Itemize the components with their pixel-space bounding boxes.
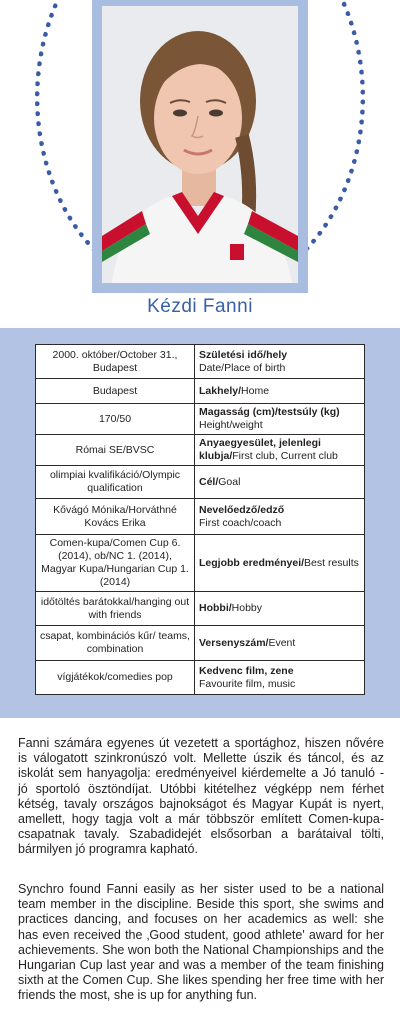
table-row	[36, 379, 365, 404]
row-label-bold: Hobbi/	[199, 602, 232, 614]
profile-table	[35, 344, 365, 695]
row-value: Kővágó Mónika/Horváthné Kovács Erika	[36, 499, 195, 535]
row-label	[195, 535, 365, 592]
row-label-translation: Event	[268, 636, 296, 649]
row-label-translation: First club, Current club	[232, 450, 338, 462]
row-value: időtöltés barátokkal/hanging out with friends	[36, 592, 195, 626]
row-label	[195, 466, 365, 499]
row-label-translation: Best results	[304, 556, 359, 569]
table-row	[36, 661, 365, 695]
row-value: Budapest	[36, 379, 195, 404]
row-label-translation: First coach/coach	[199, 516, 282, 529]
row-label-bold: Kedvenc film, zene	[199, 664, 294, 677]
row-label-bold: Nevelőedző/edző	[199, 503, 285, 516]
table-row	[36, 592, 365, 626]
row-label-translation: Date/Place of birth	[199, 361, 286, 374]
row-label-bold: Anyaegyesület, jelenlegi klubja/	[199, 437, 321, 462]
row-value: olimpiai kvalifikáció/Olympic qualification	[36, 466, 195, 499]
table-row	[36, 345, 365, 379]
table-row	[36, 435, 365, 466]
athlete-name: Kézdi Fanni	[147, 296, 253, 317]
table-row	[36, 499, 365, 535]
table-row	[36, 466, 365, 499]
row-value: 2000. október/October 31., Budapest	[36, 345, 195, 379]
row-label	[195, 435, 365, 466]
table-row	[36, 626, 365, 661]
row-label	[195, 345, 365, 379]
row-label-translation: Favourite film, music	[199, 677, 296, 690]
athlete-photo	[102, 6, 298, 283]
row-label-bold: Magasság (cm)/testsúly (kg)	[199, 406, 340, 418]
row-label-bold: Cél/	[199, 475, 219, 488]
row-label	[195, 404, 365, 435]
row-label-translation: Goal	[218, 475, 241, 488]
row-label	[195, 592, 365, 626]
row-label	[195, 379, 365, 404]
table-row	[36, 404, 365, 435]
row-label-bold: Versenyszám/	[199, 636, 269, 649]
row-value: 170/50	[36, 404, 195, 435]
row-value: Római SE/BVSC	[36, 435, 195, 466]
row-label	[195, 626, 365, 661]
row-label-translation: Hobby	[231, 602, 263, 614]
row-label	[195, 661, 365, 695]
row-value: Comen-kupa/Comen Cup 6. (2014), ob/NC 1. (2014), Magyar Kupa/Hungarian Cup 1. (2014)	[36, 535, 195, 592]
bio-english: Synchro found Fanni easily as her sister used to be a national team member in the discipline. Beside this sport, she swims and practices dancing, and focuses on her academics as well: she has even received the ‚Good student, good athlete' award for her achievements. She won both the National Championships and the Hungarian Cup last year and was a member of the team finishing sixth at the Comen Cup. She likes spending her free time with her friends the most, she is up for anything fun.	[18, 882, 384, 1003]
row-value: vígjátékok/comedies pop	[36, 661, 195, 695]
row-label-bold: Legjobb eredményei/	[199, 556, 305, 569]
row-label	[195, 499, 365, 535]
row-label-bold: Lakhely/	[199, 384, 242, 397]
row-label-bold: Születési idő/hely	[199, 348, 288, 361]
row-value: csapat, kombinációs kűr/ teams, combination	[36, 626, 195, 661]
table-row	[36, 535, 365, 592]
row-label-translation: Home	[241, 384, 270, 397]
row-label-translation: Height/weight	[199, 419, 263, 431]
bio-hungarian: Fanni számára egyenes út vezetett a sportághoz, hiszen nővére is válogatott szinkronúszó volt. Mellette úszik és táncol, és az iskolát sem hanyagolja: eredményeivel kiérdemelte a Jó tanuló - jó sportoló ösztöndíjat. Utóbbi kitételhez végképp nem férhet kétség, tavaly országos bajnokságot és Magyar Kupát is nyert, amellett, hogy tagja volt a már többször említett Comen-kupa-csapatnak tavaly. Szabadidejét elsősorban a barátaival tölti, bármilyen jó programra kapható.	[18, 736, 384, 857]
